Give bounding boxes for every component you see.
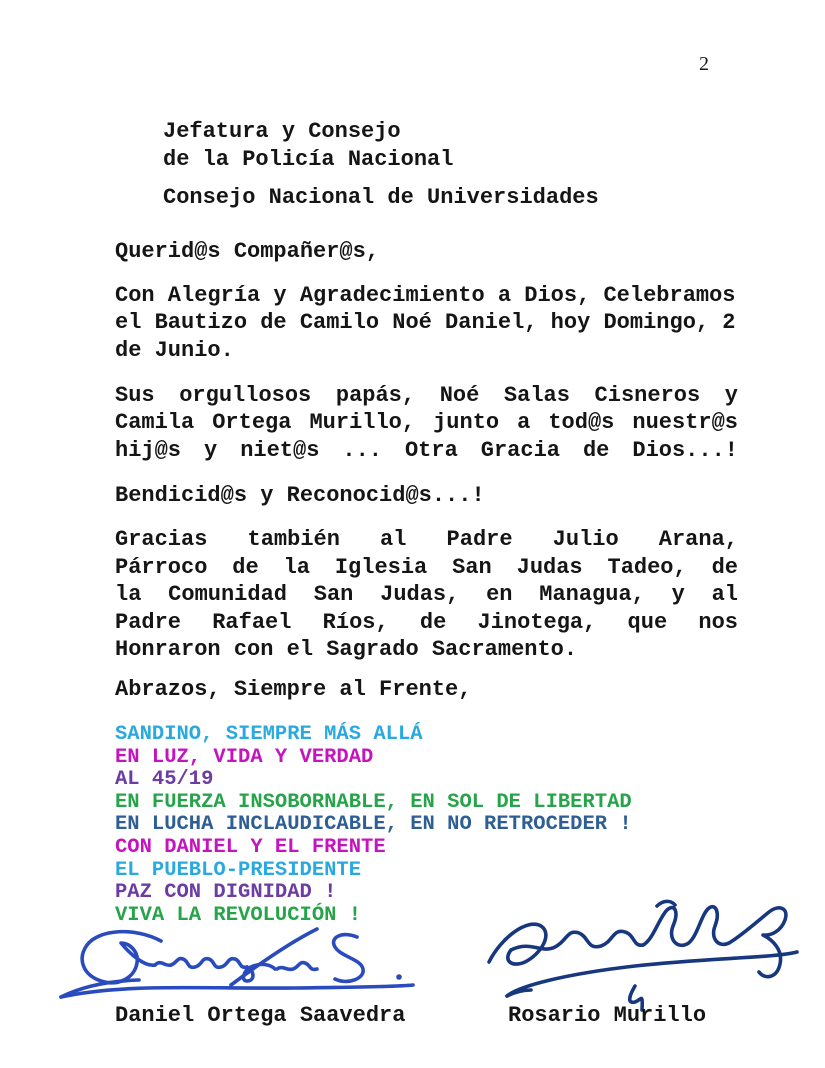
signatory-name-daniel: Daniel Ortega Saavedra <box>115 1003 406 1029</box>
paragraph-papas <box>115 382 738 465</box>
recipient-block-universidades <box>115 184 825 212</box>
signatory-name-rosario: Rosario Murillo <box>508 1003 707 1029</box>
paragraph-line: Sus orgullosos papás, Noé Salas Cisneros y <box>115 382 738 408</box>
paragraph-line: Gracias también al Padre Julio Arana, <box>115 527 738 552</box>
slogan-line: CON DANIEL Y EL FRENTE <box>115 835 386 859</box>
recipient-block-policia <box>115 118 825 173</box>
slogan-line: AL 45/19 <box>115 768 214 792</box>
slogan-block <box>115 724 825 927</box>
paragraph-line: el Bautizo de Camilo Noé Daniel, hoy Domingo, 2 <box>115 310 736 335</box>
slogan-line: VIVA LA REVOLUCIÓN ! <box>115 903 362 927</box>
paragraph-abrazos <box>115 676 738 704</box>
recipient-line: Consejo Nacional de Universidades <box>163 185 599 210</box>
paragraph-line: de Junio. <box>115 337 234 363</box>
recipient-line: de la Policía Nacional <box>163 146 454 172</box>
slogan-line: SANDINO, SIEMPRE MÁS ALLÁ <box>115 723 423 746</box>
paragraph-line: Padre Rafael Ríos, de Jinotega, que nos <box>115 609 738 635</box>
paragraph-line: Con Alegría y Agradecimiento a Dios, Celebramos <box>115 282 736 308</box>
slogan-line: EN LUCHA INCLAUDICABLE, EN NO RETROCEDER ! <box>115 813 632 837</box>
daniel-ortega-signature-icon <box>55 925 425 1003</box>
salutation: Querid@s Compañer@s, <box>115 238 380 264</box>
slogan-line: EN FUERZA INSOBORNABLE, EN SOL DE LIBERTAD <box>115 790 632 814</box>
slogan-line: EN LUZ, VIDA Y VERDAD <box>115 745 374 769</box>
paragraph-gracias <box>115 526 738 664</box>
slogan-line: PAZ CON DIGNIDAD ! <box>115 881 337 905</box>
signatory-names-row <box>115 1002 825 1032</box>
page-number: 2 <box>699 53 709 75</box>
paragraph-line: Bendicid@s y Reconocid@s...! <box>115 483 485 508</box>
slogan-line: EL PUEBLO-PRESIDENTE <box>115 858 362 882</box>
paragraph-bendicidos <box>115 482 738 510</box>
paragraph-line: Abrazos, Siempre al Frente, <box>115 677 472 702</box>
paragraph-line: Párroco de la Iglesia San Judas Tadeo, de <box>115 554 738 580</box>
recipient-line: Jefatura y Consejo <box>163 119 401 144</box>
paragraph-line: hij@s y niet@s ... Otra Gracia de Dios...! <box>115 437 738 463</box>
paragraph-line: la Comunidad San Judas, en Managua, y al <box>115 582 738 607</box>
paragraph-bautizo <box>115 282 738 365</box>
signature-area <box>115 927 825 1002</box>
paragraph-line: Honraron con el Sagrado Sacramento. <box>115 637 578 662</box>
paragraph-line: Camila Ortega Murillo, junto a tod@s nuestr@s <box>115 410 738 435</box>
